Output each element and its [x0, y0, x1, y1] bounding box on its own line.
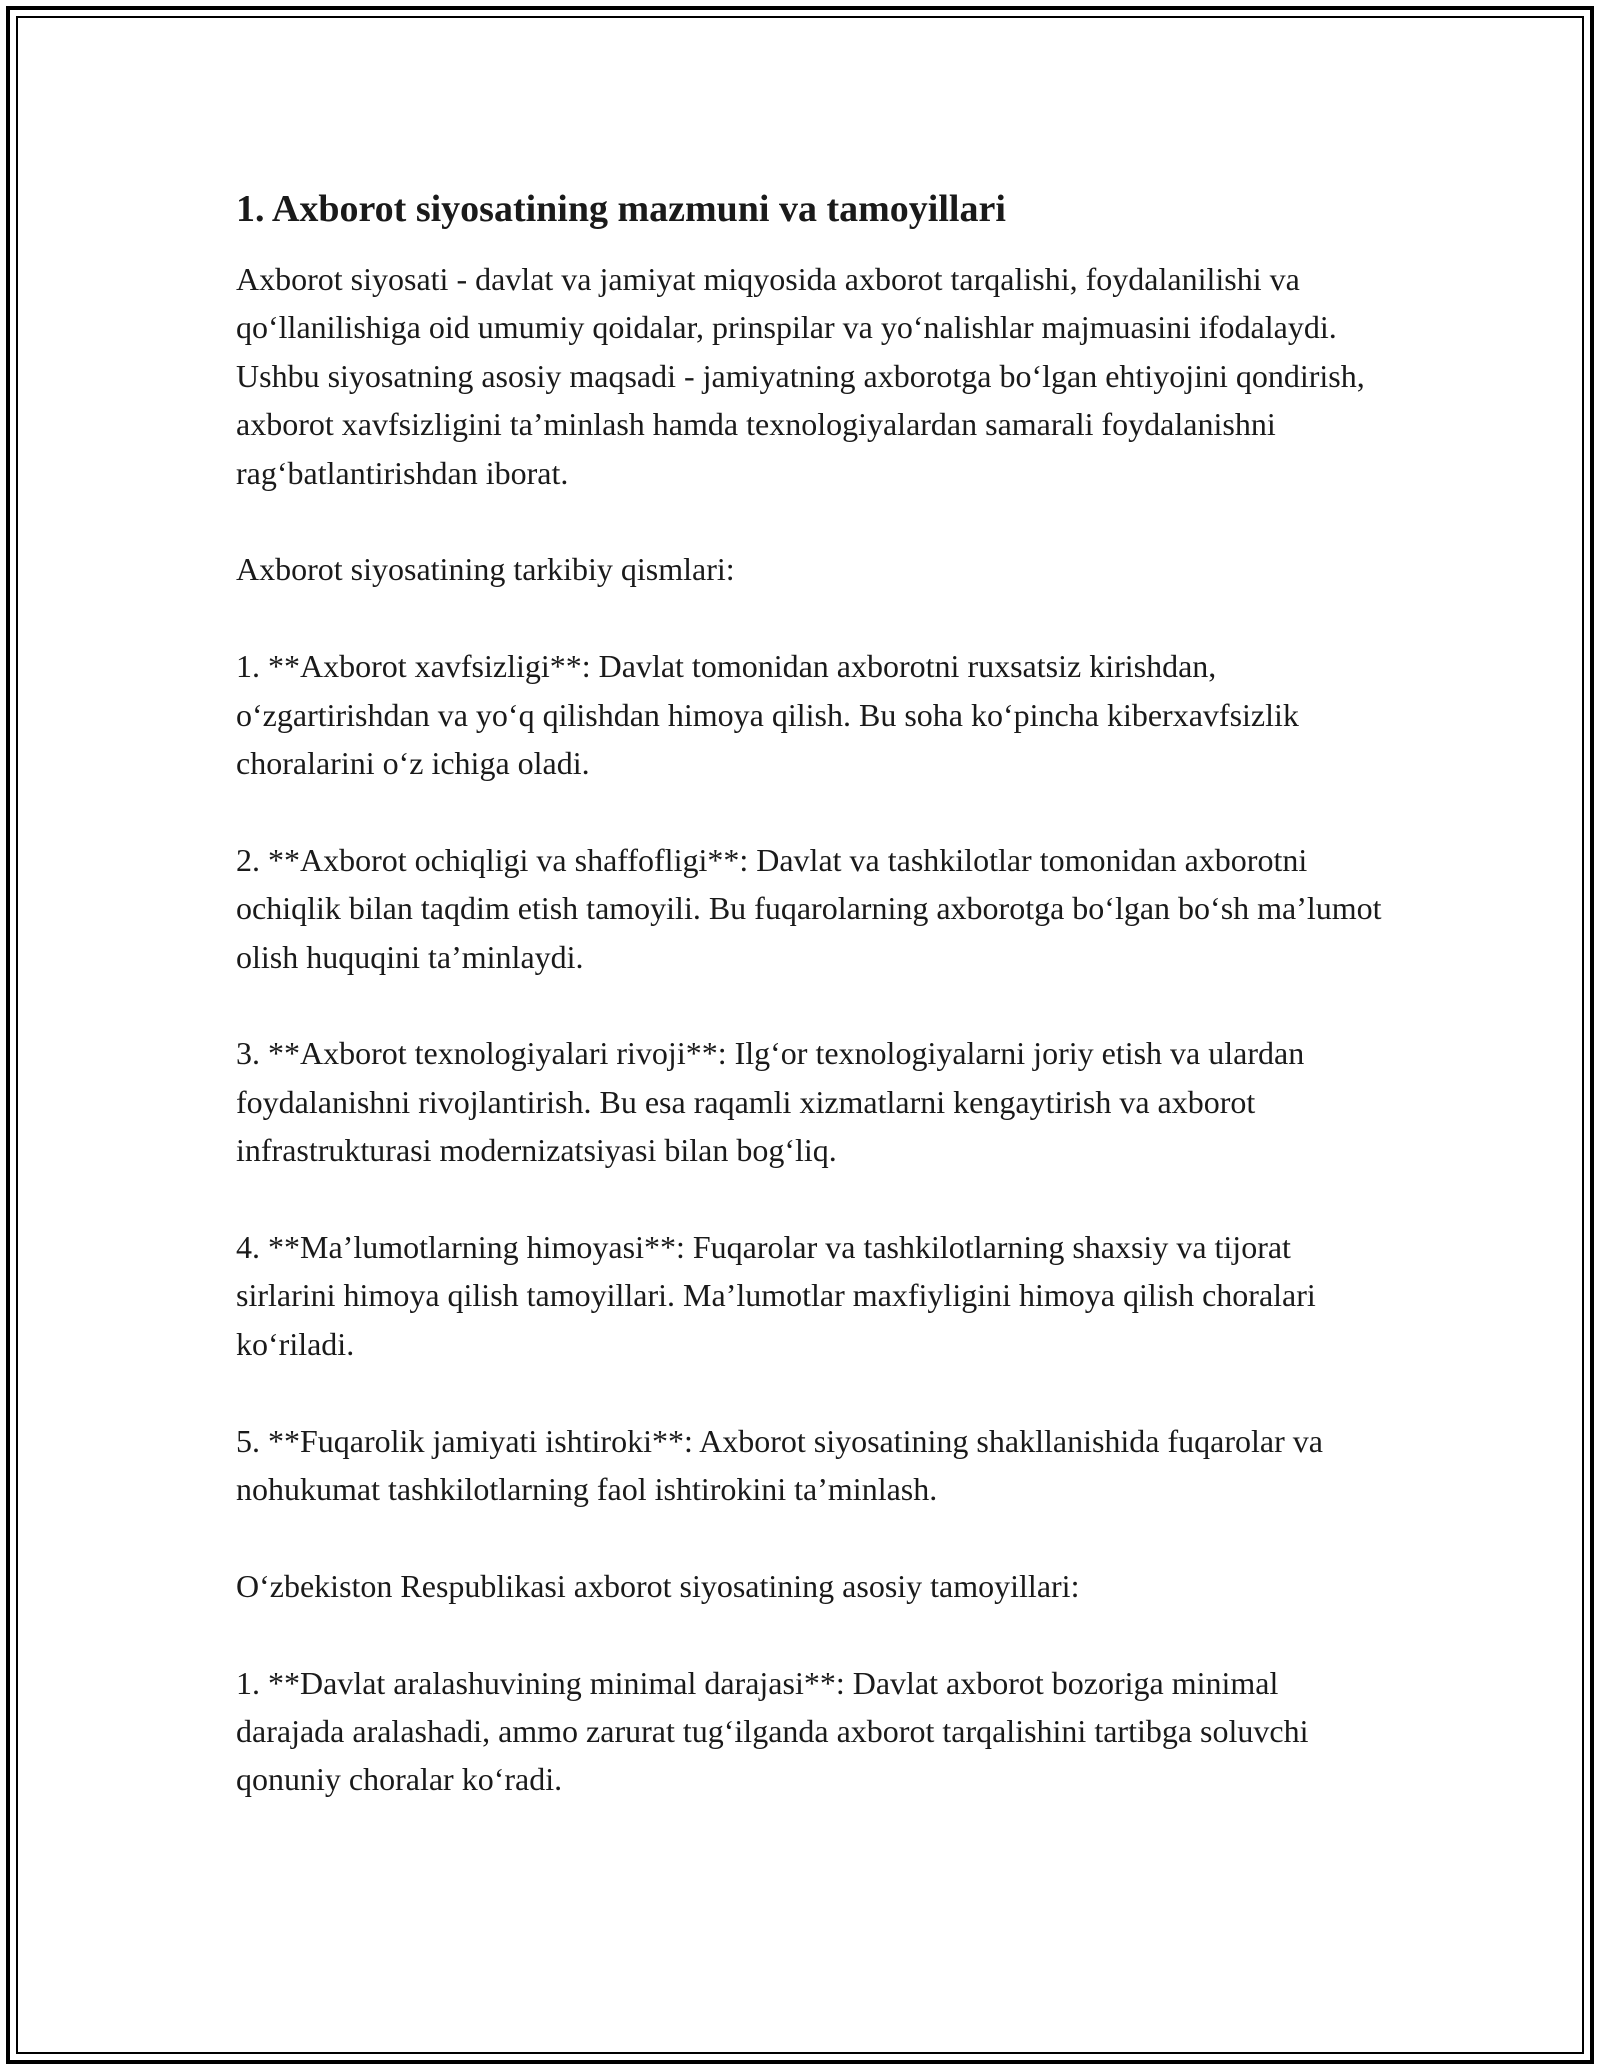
document-body — [236, 185, 1386, 1852]
components-title: Axborot siyosatining tarkibiy qismlari: — [236, 551, 735, 588]
component-item-technology: 3. **Axborot texnologiyalari rivoji**: Ilgʻor texnologiyalarni joriy etish va ulardan foydalanishni rivojlantirish. Bu esa raqamli xizmatlarni kengaytirish va axborot infrastrukturasi modernizatsiyasi bilan bogʻliq. — [236, 1035, 1305, 1169]
component-item-openness: 2. **Axborot ochiqligi va shaffofligi**: Davlat va tashkilotlar tomonidan axborotni ochiqlik bilan taqdim etish tamoyili. Bu fuqarolarning axborotga boʻlgan boʻsh maʼlumot olish huquqini taʼminlaydi. — [236, 841, 1382, 975]
component-item-civil-society: 5. **Fuqarolik jamiyati ishtiroki**: Axborot siyosatining shakllanishida fuqarolar va nohukumat tashkilotlarning faol ishtirokini taʼminlash. — [236, 1422, 1323, 1508]
section-heading: 1. Axborot siyosatining mazmuni va tamoyillari — [236, 188, 1006, 230]
intro-paragraph: Axborot siyosati - davlat va jamiyat miqyosida axborot tarqalishi, foydalanilishi va qoʻllanilishiga oid umumiy qoidalar, prinspilar va yoʻnalishlar majmuasini ifodalaydi. Ushbu siyosatning asosiy maqsadi - jamiyatning axborotga boʻlgan ehtiyojini qondirish, axborot xavfsizligini taʼminlash hamda texnologiyalardan samarali foydalanishni ragʻbatlantirishdan iborat. — [236, 261, 1365, 491]
principle-item-minimal-intervention: 1. **Davlat aralashuvining minimal darajasi**: Davlat axborot bozoriga minimal darajada aralashadi, ammo zarurat tugʻilganda axborot tarqalishini tartibga soluvchi qonuniy choralar koʻradi. — [236, 1664, 1309, 1798]
component-item-security: 1. **Axborot xavfsizligi**: Davlat tomonidan axborotni ruxsatsiz kirishdan, oʻzgartirishdan va yoʻq qilishdan himoya qilish. Bu soha koʻpincha kiberxavfsizlik choralarini oʻz ichiga oladi. — [236, 648, 1299, 782]
component-item-data-protection: 4. **Maʼlumotlarning himoyasi**: Fuqarolar va tashkilotlarning shaxsiy va tijorat sirlarini himoya qilish tamoyillari. Maʼlumotlar maxfiyligini himoya qilish choralari koʻriladi. — [236, 1229, 1316, 1362]
principles-title: Oʻzbekiston Respublikasi axborot siyosatining asosiy tamoyillari: — [236, 1567, 1080, 1604]
